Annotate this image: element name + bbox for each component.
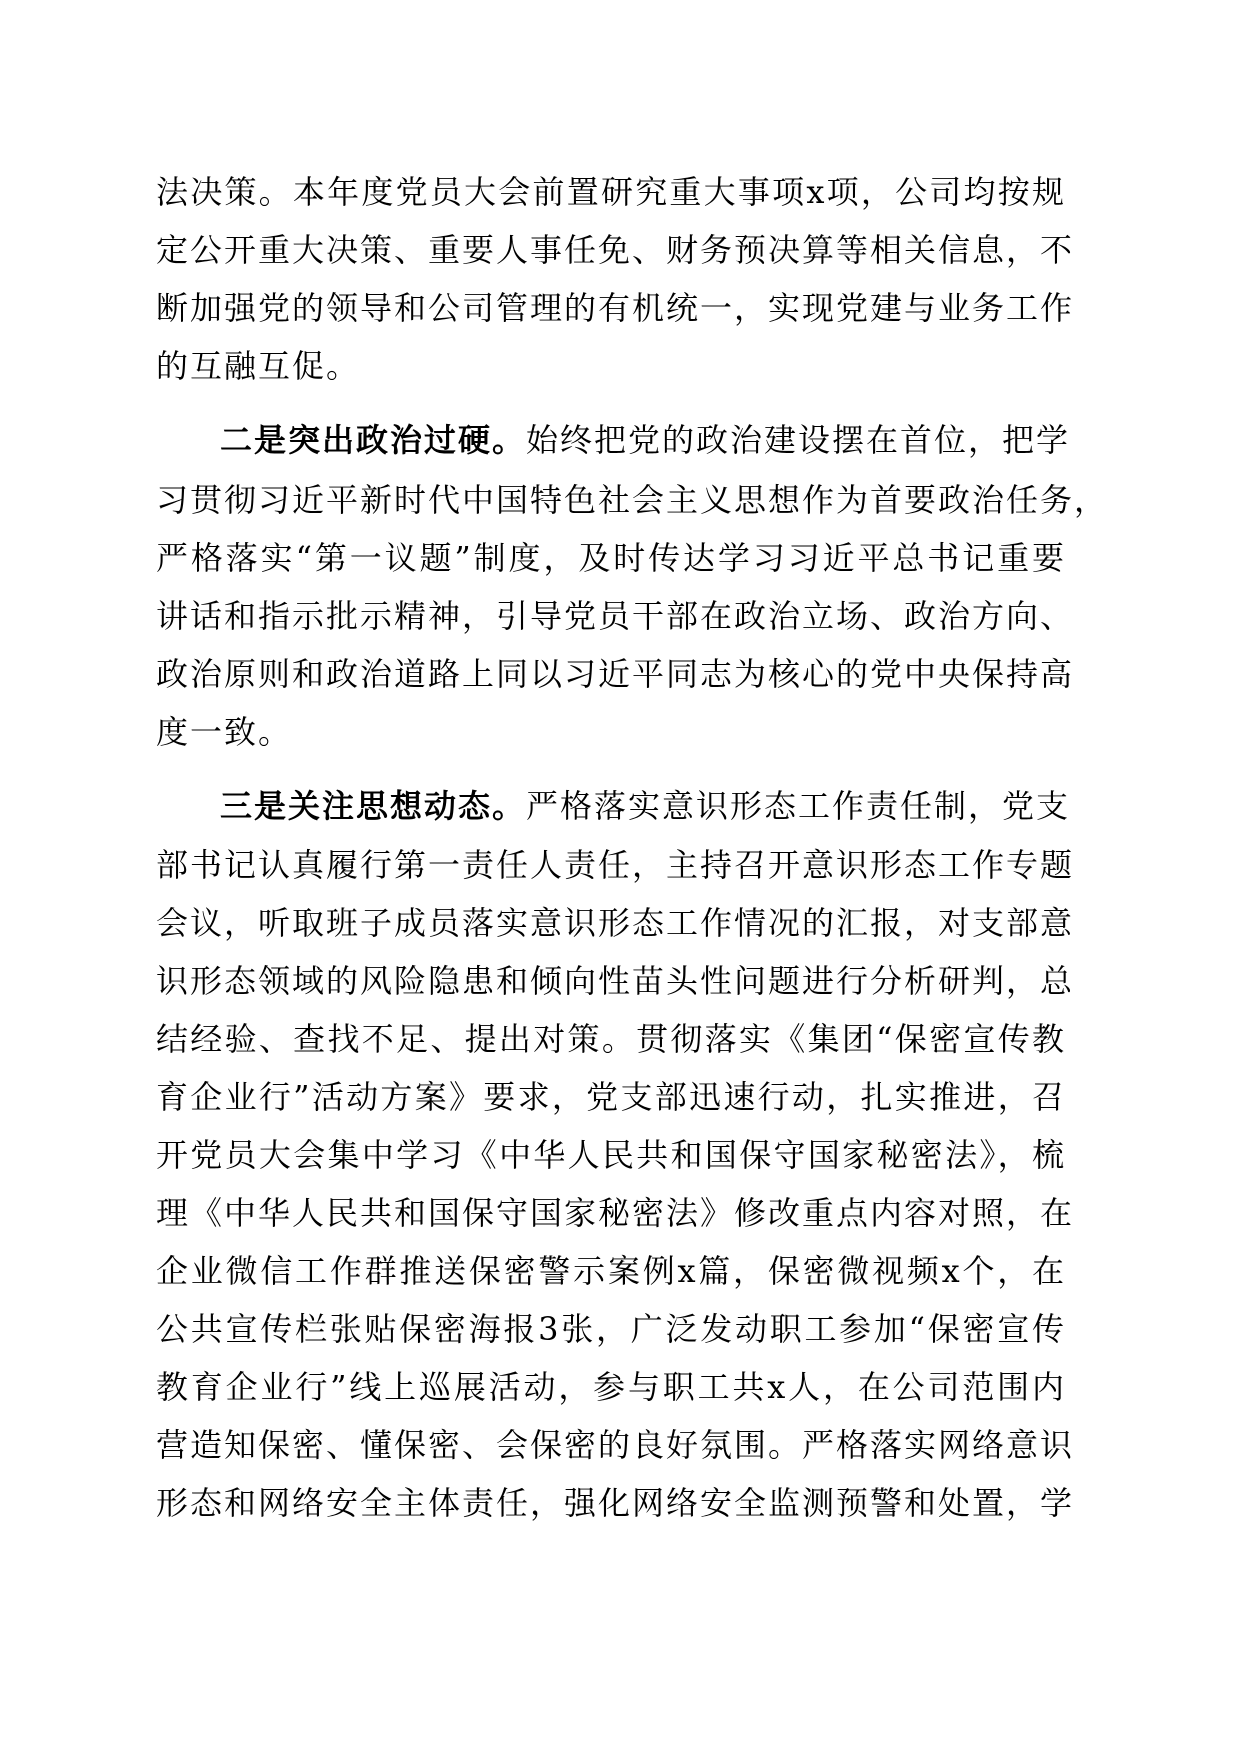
text-line: 会议，听取班子成员落实意识形态工作情况的汇报，对支部意 [156, 904, 1075, 942]
text-line: 讲话和指示批示精神，引导党员干部在政治立场、政治方向、 [156, 597, 1075, 635]
paragraph-2-heading: 二是突出政治过硬。 [220, 421, 527, 459]
text-line: 开党员大会集中学习《中华人民共和国保守国家秘密法》，梳 [156, 1136, 1066, 1174]
text-line: 企业微信工作群推送保密警示案例x篇，保密微视频x个，在 [156, 1252, 1066, 1290]
paragraph-3-first-line: 三是关注思想动态。严格落实意识形态工作责任制，党支 [220, 787, 1071, 825]
text-line: 严格落实“第一议题”制度，及时传达学习习近平总书记重要 [156, 539, 1066, 577]
text-line: 的互融互促。 [156, 347, 361, 385]
text-line: 育企业行”活动方案》要求，党支部迅速行动，扎实推进，召 [156, 1078, 1066, 1116]
text-line: 公共宣传栏张贴保密海报3张，广泛发动职工参加“保密宣传 [156, 1310, 1066, 1348]
text-line: 营造知保密、懂保密、会保密的良好氛围。严格落实网络意识 [156, 1426, 1075, 1464]
text-line: 部书记认真履行第一责任人责任，主持召开意识形态工作专题 [156, 846, 1075, 884]
text-line: 结经验、查找不足、提出对策。贯彻落实《集团“保密宣传教 [156, 1020, 1066, 1058]
text-line: 识形态领域的风险隐患和倾向性苗头性问题进行分析研判，总 [156, 962, 1075, 1000]
text-line: 度一致。 [156, 713, 293, 751]
paragraph-2-first-line: 二是突出政治过硬。始终把党的政治建设摆在首位，把学 [220, 421, 1071, 459]
text-line: 理《中华人民共和国保守国家秘密法》修改重点内容对照，在 [156, 1194, 1075, 1232]
text-line: 政治原则和政治道路上同以习近平同志为核心的党中央保持高 [156, 655, 1075, 693]
paragraph-3-heading: 三是关注思想动态。 [220, 787, 527, 825]
text-line: 法决策。本年度党员大会前置研究重大事项x项，公司均按规 [156, 173, 1066, 211]
text-line: 习贯彻习近平新时代中国特色社会主义思想作为首要政治任务， [156, 481, 1109, 519]
text-line: 定公开重大决策、重要人事任免、财务预决算等相关信息，不 [156, 231, 1075, 269]
text-line: 形态和网络安全主体责任，强化网络安全监测预警和处置，学 [156, 1484, 1075, 1522]
text-line: 断加强党的领导和公司管理的有机统一，实现党建与业务工作 [156, 289, 1075, 327]
text-line: 教育企业行”线上巡展活动，参与职工共x人，在公司范围内 [156, 1368, 1066, 1406]
